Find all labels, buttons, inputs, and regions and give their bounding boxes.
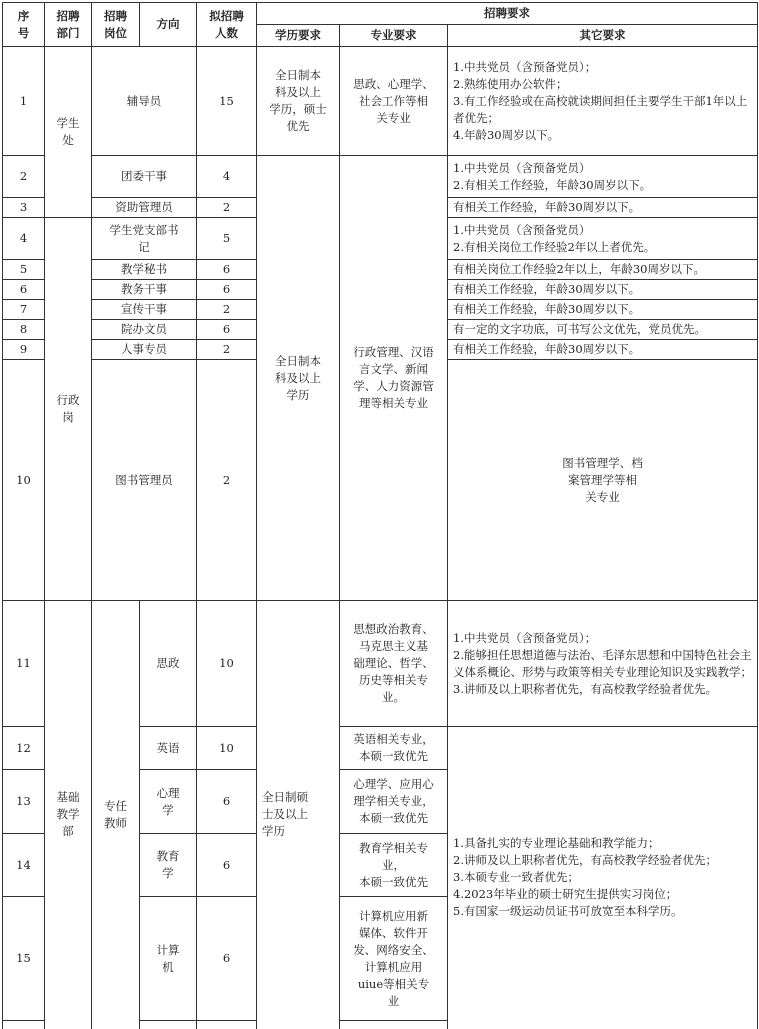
header-requirements: 招聘要求 <box>257 3 758 25</box>
post-cell: 教学秘书 <box>92 260 197 280</box>
major-cell: 思想政治教育、 马克思主义基 础理论、哲学、 历史等相关专 业。 <box>340 601 448 727</box>
row-seq: 11 <box>3 601 45 727</box>
other-cell: 1.中共党员（含预备党员） 2.有相关岗位工作经验2年以上者优先。 <box>448 218 758 260</box>
count-cell: 6 <box>197 897 257 1021</box>
post-cell: 辅导员 <box>92 47 197 156</box>
count-cell: 5 <box>197 218 257 260</box>
education-cell: 全日制本 科及以上 学历 <box>257 156 340 601</box>
post-cell: 图书管理员 <box>92 360 197 601</box>
row-seq: 6 <box>3 280 45 300</box>
direction-cell: 心理 学 <box>140 770 197 834</box>
post-cell: 团委干事 <box>92 156 197 198</box>
post-cell: 学生党支部书 记 <box>92 218 197 260</box>
dept-cell: 基础 教学 部 <box>45 601 92 1029</box>
major-cell <box>340 1021 448 1029</box>
other-cell: 有相关工作经验，年龄30周岁以下。 <box>448 300 758 320</box>
dept-cell: 行政 岗 <box>45 218 92 601</box>
count-cell: 10 <box>197 727 257 770</box>
major-cell: 心理学、应用心 理学相关专业， 本硕一致优先 <box>340 770 448 834</box>
row-seq: 1 <box>3 47 45 156</box>
header-direction: 方向 <box>140 3 197 47</box>
row-seq: 13 <box>3 770 45 834</box>
direction-cell: 英语 <box>140 727 197 770</box>
count-cell: 10 <box>197 601 257 727</box>
post-cell: 院办文员 <box>92 320 197 340</box>
major-cell: 计算机应用新 媒体、软件开 发、网络安全、 计算机应用 uiue等相关专 业 <box>340 897 448 1021</box>
row-seq: 5 <box>3 260 45 280</box>
other-cell: 1.中共党员（含预备党员）； 2.能够担任思想道德与法治、毛泽东思想和中国特色社会主义体系概论、形势与政策等相关专业理论知识及实践教学； 3.讲师及以上职称者优先，有高校教学经验者优先。 <box>448 601 758 727</box>
count-cell: 2 <box>197 360 257 601</box>
dept-cell: 学生 处 <box>45 47 92 218</box>
major-cell: 思政、心理学、 社会工作等相 关专业 <box>340 47 448 156</box>
count-cell: 2 <box>197 300 257 320</box>
major-cell: 教育学相关专 业， 本硕一致优先 <box>340 834 448 897</box>
major-cell: 行政管理、汉语 言文学、新闻 学、人力资源管 理等相关专业 <box>340 156 448 601</box>
row-seq: 8 <box>3 320 45 340</box>
count-cell: 2 <box>197 340 257 360</box>
other-cell: 有相关岗位工作经验2年以上，年龄30周岁以下。 <box>448 260 758 280</box>
count-cell: 2 <box>197 198 257 218</box>
count-cell: 6 <box>197 320 257 340</box>
recruitment-table <box>2 2 758 1029</box>
direction-cell <box>140 1021 197 1029</box>
other-cell: 1.中共党员（含预备党员） 2.有相关工作经验，年龄30周岁以下。 <box>448 156 758 198</box>
header-post: 招聘 岗位 <box>92 3 140 47</box>
header-count: 拟招聘 人数 <box>197 3 257 47</box>
count-cell: 6 <box>197 834 257 897</box>
count-cell: 6 <box>197 280 257 300</box>
count-cell: 6 <box>197 260 257 280</box>
major-cell: 图书管理学、档 案管理学等相 关专业 <box>448 360 758 601</box>
count-cell: 6 <box>197 770 257 834</box>
major-cell: 英语相关专业， 本硕一致优先 <box>340 727 448 770</box>
count-cell <box>197 1021 257 1029</box>
direction-cell: 计算 机 <box>140 897 197 1021</box>
row-seq: 3 <box>3 198 45 218</box>
other-cell: 有一定的文字功底，可书写公文优先，党员优先。 <box>448 320 758 340</box>
post-cell: 人事专员 <box>92 340 197 360</box>
other-cell: 有相关工作经验，年龄30周岁以下。 <box>448 280 758 300</box>
row-seq: 14 <box>3 834 45 897</box>
header-education: 学历要求 <box>257 25 340 47</box>
count-cell: 15 <box>197 47 257 156</box>
row-seq: 9 <box>3 340 45 360</box>
header-dept: 招聘 部门 <box>45 3 92 47</box>
education-cell: 全日制本 科及以上 学历，硕士 优先 <box>257 47 340 156</box>
direction-cell: 思政 <box>140 601 197 727</box>
other-cell: 有相关工作经验，年龄30周岁以下。 <box>448 198 758 218</box>
other-cell: 1.中共党员（含预备党员）； 2.熟练使用办公软件； 3.有工作经验或在高校就读期间担任主要学生干部1年以上者优先； 4.年龄30周岁以下。 <box>448 47 758 156</box>
row-seq: 12 <box>3 727 45 770</box>
header-seq: 序 号 <box>3 3 45 47</box>
post-cell: 教务干事 <box>92 280 197 300</box>
education-cell: 全日制硕 士及以上 学历 <box>257 601 340 1029</box>
row-seq <box>3 1021 45 1029</box>
row-seq: 15 <box>3 897 45 1021</box>
other-cell: 1.具备扎实的专业理论基础和教学能力； 2.讲师及以上职称者优先，有高校教学经验者优先； 3.本硕专业一致者优先； 4.2023年毕业的硕士研究生提供实习岗位； 5.有国家一级运动员证书可放宽至本科学历。 <box>448 727 758 1029</box>
direction-cell: 教育 学 <box>140 834 197 897</box>
post-cell: 专任 教师 <box>92 601 140 1029</box>
post-cell: 宣传干事 <box>92 300 197 320</box>
row-seq: 4 <box>3 218 45 260</box>
header-major: 专业要求 <box>340 25 448 47</box>
count-cell: 4 <box>197 156 257 198</box>
other-cell: 有相关工作经验，年龄30周岁以下。 <box>448 340 758 360</box>
row-seq: 7 <box>3 300 45 320</box>
row-seq: 10 <box>3 360 45 601</box>
row-seq: 2 <box>3 156 45 198</box>
post-cell: 资助管理员 <box>92 198 197 218</box>
header-other: 其它要求 <box>448 25 758 47</box>
